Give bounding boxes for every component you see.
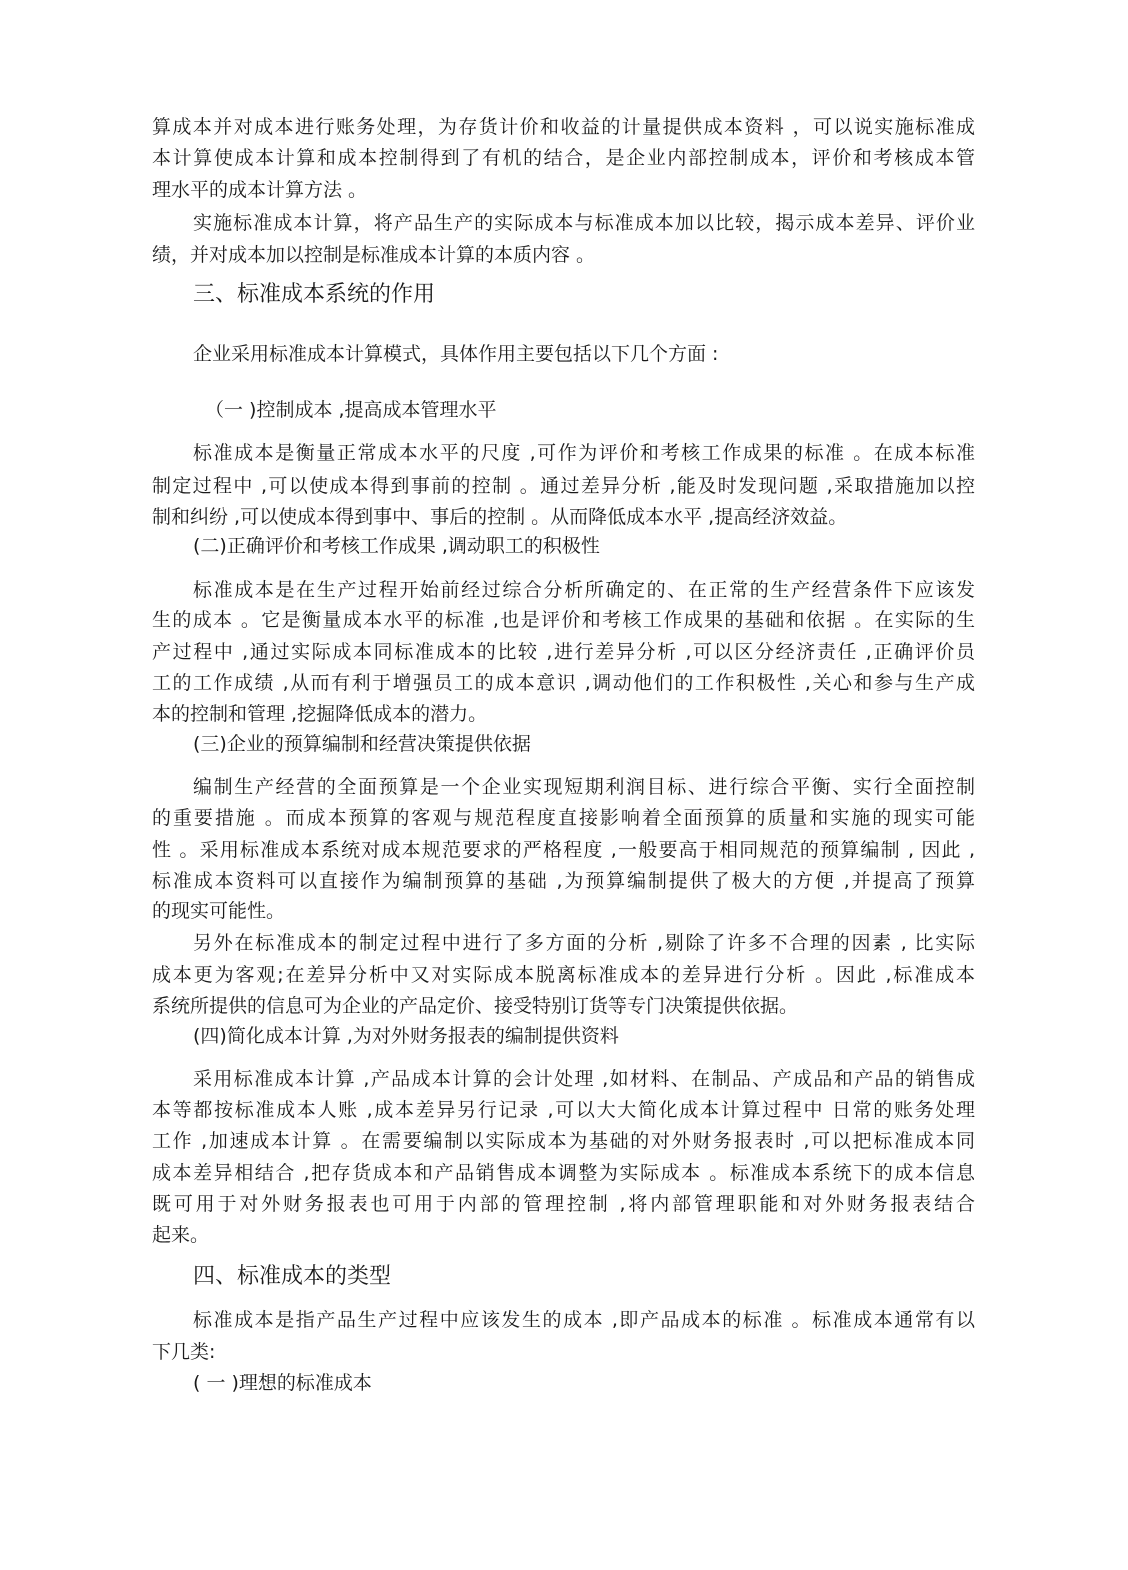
text-line: 理水平的成本计算方法 。 <box>152 179 368 201</box>
text-line: 标准成本是指产品生产过程中应该发生的成本 ,即产品成本的标准 。标准成本通常有以 <box>193 1309 975 1331</box>
text-line: 标准成本是衡量正常成本水平的尺度 ,可作为评价和考核工作成果的标准 。在成本标准 <box>193 442 975 464</box>
text-line: 成本差异相结合 ,把存货成本和产品销售成本调整为实际成本 。标准成本系统下的成本信息 <box>152 1162 975 1184</box>
text-line: 本等都按标准成本人账 ,成本差异另行记录 ,可以大大简化成本计算过程中 日常的账务处理 <box>152 1099 975 1121</box>
text-line: 实施标准成本计算，将产品生产的实际成本与标准成本加以比较，揭示成本差异、评价业 <box>193 212 975 234</box>
text-line: 性 。采用标准成本系统对成本规范要求的严格程度 ,一般要高于相同规范的预算编制 , 因此 , <box>152 839 975 861</box>
text-line: 的现实可能性。 <box>152 900 286 922</box>
text-line: 编制生产经营的全面预算是一个企业实现短期利润目标、进行综合平衡、实行全面控制 <box>193 776 975 798</box>
text-line: (三)企业的预算编制和经营决策提供依据 <box>193 733 531 755</box>
section-heading: 四、标准成本的类型 <box>193 1264 392 1289</box>
text-line: 本的控制和管理 ,挖掘降低成本的潜力。 <box>152 703 488 725</box>
text-line: 起来。 <box>152 1224 210 1246</box>
text-line: 标准成本是在生产过程开始前经过综合分析所确定的、在正常的生产经营条件下应该发 <box>193 579 975 601</box>
text-line: 工的工作成绩 ,从而有利于增强员工的成本意识 ,调动他们的工作积极性 ,关心和参与生产成 <box>152 672 975 694</box>
text-line: 的重要措施 。而成本预算的客观与规范程度直接影响着全面预算的质量和实施的现实可能 <box>152 807 975 829</box>
text-line: 下几类: <box>152 1341 216 1363</box>
text-line: (二)正确评价和考核工作成果 ,调动职工的积极性 <box>193 535 600 557</box>
text-line: 采用标准成本计算 ,产品成本计算的会计处理 ,如材料、在制品、产成品和产品的销售成 <box>193 1068 975 1090</box>
text-line: 生的成本 。它是衡量成本水平的标准 ,也是评价和考核工作成果的基础和依据 。在实际的生 <box>152 609 975 631</box>
text-line: 标准成本资料可以直接作为编制预算的基础 ,为预算编制提供了极大的方便 ,并提高了预算 <box>152 870 975 892</box>
text-line: 绩，并对成本加以控制是标准成本计算的本质内容 。 <box>152 244 596 266</box>
text-line: 制和纠纷 ,可以使成本得到事中、事后的控制 。从而降低成本水平 ,提高经济效益。 <box>152 506 848 528</box>
text-line: 工作 ,加速成本计算 。在需要编制以实际成本为基础的对外财务报表时 ,可以把标准成本同 <box>152 1130 975 1152</box>
text-line: 系统所提供的信息可为企业的产品定价、接受特别订货等专门决策提供依据。 <box>152 995 799 1017</box>
text-line: 产过程中 ,通过实际成本同标准成本的比较 ,进行差异分析 ,可以区分经济责任 ,正确评价员 <box>152 641 975 663</box>
section-heading: 三、标准成本系统的作用 <box>193 282 436 307</box>
text-line: 成本更为客观;在差异分析中又对实际成本脱离标准成本的差异进行分析 。因此 ,标准成本 <box>152 964 975 986</box>
text-line: 企业采用标准成本计算模式，具体作用主要包括以下几个方面 : <box>193 343 719 365</box>
text-line: ( 一 )理想的标准成本 <box>193 1372 372 1394</box>
text-line: 另外在标准成本的制定过程中进行了多方面的分析 ,剔除了许多不合理的因素 , 比实际 <box>193 932 975 954</box>
text-line: (四)简化成本计算 ,为对外财务报表的编制提供资料 <box>193 1025 619 1047</box>
text-line: （一 )控制成本 ,提高成本管理水平 <box>205 399 497 421</box>
text-line: 本计算使成本计算和成本控制得到了有机的结合，是企业内部控制成本，评价和考核成本管 <box>152 147 975 169</box>
text-line: 既可用于对外财务报表也可用于内部的管理控制 ,将内部管理职能和对外财务报表结合 <box>152 1193 975 1215</box>
text-line: 算成本并对成本进行账务处理，为存货计价和收益的计量提供成本资料 ，可以说实施标准成 <box>152 116 975 138</box>
text-line: 制定过程中 ,可以使成本得到事前的控制 。通过差异分析 ,能及时发现问题 ,采取措施加以控 <box>152 475 975 497</box>
